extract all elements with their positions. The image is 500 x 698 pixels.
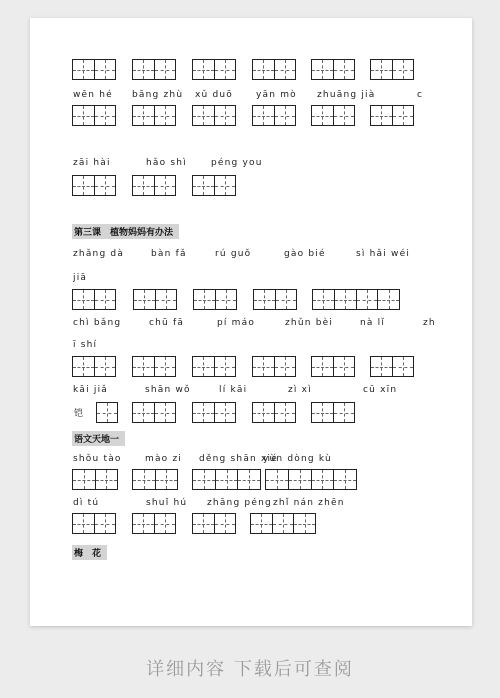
tianzige-cell <box>312 60 333 79</box>
tianzige-cell <box>73 290 94 309</box>
tianzige-cell <box>274 60 296 79</box>
tianzige-writing-box <box>72 175 116 196</box>
tianzige-cell <box>333 60 355 79</box>
tianzige-cell <box>237 470 260 489</box>
tianzige-writing-box <box>192 513 236 534</box>
tianzige-cell <box>154 176 176 195</box>
tianzige-cell <box>133 176 154 195</box>
tianzige-cell <box>73 176 94 195</box>
tianzige-cell <box>154 514 176 533</box>
pinyin-word: zì xì <box>288 385 312 395</box>
tianzige-cell <box>193 106 214 125</box>
pinyin-word: bāng zhù <box>132 90 184 100</box>
tianzige-cell <box>193 60 214 79</box>
pinyin-word: gào bié <box>284 249 326 259</box>
tianzige-cell <box>251 514 272 533</box>
tianzige-writing-box <box>311 356 355 377</box>
tianzige-cell <box>312 106 333 125</box>
tianzige-cell <box>371 60 392 79</box>
tianzige-writing-box <box>311 105 355 126</box>
tianzige-cell <box>94 106 116 125</box>
tianzige-writing-box <box>253 289 297 310</box>
tianzige-writing-box <box>265 469 357 490</box>
tianzige-writing-box <box>132 356 176 377</box>
tianzige-cell <box>266 470 288 489</box>
tianzige-writing-box <box>132 105 176 126</box>
tianzige-cell <box>392 60 414 79</box>
tianzige-cell <box>253 106 274 125</box>
pinyin-word: kāi jiǎ <box>73 385 109 395</box>
tianzige-writing-box <box>312 289 400 310</box>
tianzige-cell <box>73 514 94 533</box>
tianzige-cell <box>333 403 355 422</box>
tianzige-cell <box>133 514 154 533</box>
tianzige-writing-box <box>192 59 236 80</box>
pinyin-word: rú guǒ <box>215 249 252 259</box>
tianzige-writing-box <box>192 105 236 126</box>
pinyin-word: zhǐ nán zhēn <box>273 498 345 508</box>
tianzige-cell <box>193 470 215 489</box>
tianzige-cell <box>154 60 176 79</box>
tianzige-writing-box <box>72 59 116 80</box>
tianzige-cell <box>73 60 94 79</box>
tianzige-cell <box>274 106 296 125</box>
pinyin-word: yùn dòng kù <box>263 454 332 464</box>
pinyin-word: ī shí <box>73 340 98 350</box>
pinyin-word: shuǐ hú <box>146 498 188 508</box>
tianzige-cell <box>333 106 355 125</box>
inline-character: 铠 <box>74 409 84 419</box>
tianzige-cell <box>312 357 333 376</box>
tianzige-writing-box <box>132 402 176 423</box>
tianzige-writing-box <box>250 513 316 534</box>
tianzige-cell <box>193 357 214 376</box>
tianzige-writing-box <box>252 59 296 80</box>
tianzige-writing-box <box>132 175 176 196</box>
tianzige-cell <box>311 470 334 489</box>
tianzige-cell <box>392 106 414 125</box>
tianzige-writing-box <box>252 105 296 126</box>
tianzige-cell <box>254 290 275 309</box>
tianzige-cell <box>155 470 178 489</box>
pinyin-word: mào zi <box>145 454 183 464</box>
tianzige-cell <box>214 403 236 422</box>
pinyin-word: zhāng péng <box>207 498 272 508</box>
section-heading: 第三课 植物妈妈有办法 <box>72 224 179 239</box>
pinyin-word: zhǔn bèi <box>285 318 334 328</box>
tianzige-cell <box>73 106 94 125</box>
tianzige-cell <box>377 290 399 309</box>
tianzige-cell <box>133 106 154 125</box>
tianzige-writing-box <box>132 469 178 490</box>
tianzige-writing-box <box>72 469 118 490</box>
tianzige-cell <box>193 514 214 533</box>
section-heading: 语文天地一 <box>72 431 125 446</box>
tianzige-writing-box <box>192 469 261 490</box>
tianzige-writing-box <box>72 289 116 310</box>
tianzige-cell <box>253 60 274 79</box>
pinyin-word: wēn hé <box>73 90 113 100</box>
tianzige-writing-box <box>311 59 355 80</box>
pinyin-word: děng shān xié <box>199 454 278 464</box>
tianzige-cell <box>133 470 155 489</box>
tianzige-cell <box>97 403 117 422</box>
pinyin-word: péng you <box>211 158 263 168</box>
tianzige-cell <box>274 357 296 376</box>
tianzige-writing-box <box>252 402 296 423</box>
tianzige-writing-box <box>132 59 176 80</box>
tianzige-cell <box>193 176 214 195</box>
tianzige-cell <box>154 106 176 125</box>
pinyin-word: nà lǐ <box>360 318 386 328</box>
tianzige-writing-box <box>311 402 355 423</box>
tianzige-writing-box <box>72 356 116 377</box>
tianzige-cell <box>94 514 116 533</box>
tianzige-cell <box>215 290 237 309</box>
pinyin-word: zhǎng dà <box>73 249 125 259</box>
tianzige-writing-box <box>72 513 116 534</box>
tianzige-cell <box>95 470 118 489</box>
pinyin-word: bàn fǎ <box>151 249 187 259</box>
tianzige-writing-box <box>193 289 237 310</box>
tianzige-cell <box>94 176 116 195</box>
pinyin-word: xǔ duō <box>195 90 234 100</box>
tianzige-writing-box <box>370 356 414 377</box>
tianzige-cell <box>94 60 116 79</box>
pinyin-word: yān mò <box>256 90 297 100</box>
tianzige-cell <box>272 514 294 533</box>
tianzige-cell <box>253 403 274 422</box>
pinyin-word: zāi hài <box>73 158 111 168</box>
tianzige-writing-box <box>72 105 116 126</box>
pinyin-word: zhuāng jià <box>317 90 376 100</box>
tianzige-cell <box>214 357 236 376</box>
tianzige-cell <box>133 357 154 376</box>
document-page <box>30 18 472 626</box>
tianzige-cell <box>371 357 392 376</box>
tianzige-cell <box>214 106 236 125</box>
tianzige-cell <box>133 60 154 79</box>
tianzige-cell <box>293 514 315 533</box>
tianzige-writing-box <box>192 175 236 196</box>
pinyin-word: shān wǒ <box>145 385 191 395</box>
tianzige-writing-box <box>192 402 236 423</box>
tianzige-cell <box>313 290 334 309</box>
tianzige-writing-box <box>192 356 236 377</box>
tianzige-cell <box>154 403 176 422</box>
tianzige-writing-box <box>132 513 176 534</box>
pinyin-word: lí kāi <box>219 385 248 395</box>
tianzige-writing-box <box>252 356 296 377</box>
tianzige-cell <box>194 290 215 309</box>
pinyin-word: cū xīn <box>363 385 398 395</box>
tianzige-writing-box <box>133 289 177 310</box>
tianzige-cell <box>215 470 238 489</box>
pinyin-word: chì bǎng <box>73 318 122 328</box>
tianzige-cell <box>154 357 176 376</box>
tianzige-cell <box>73 357 94 376</box>
tianzige-writing-box <box>370 59 414 80</box>
tianzige-cell <box>133 403 154 422</box>
tianzige-cell <box>94 290 116 309</box>
pinyin-word: zh <box>423 318 436 328</box>
pinyin-word: dì tú <box>73 498 100 508</box>
pinyin-word: c <box>417 90 424 100</box>
tianzige-cell <box>312 403 333 422</box>
pinyin-word: sì hǎi wéi <box>356 249 411 259</box>
tianzige-cell <box>214 514 236 533</box>
tianzige-cell <box>155 290 177 309</box>
tianzige-cell <box>392 357 414 376</box>
tianzige-cell <box>253 357 274 376</box>
tianzige-cell <box>193 403 214 422</box>
tianzige-cell <box>288 470 311 489</box>
tianzige-cell <box>333 470 356 489</box>
tianzige-writing-box <box>96 402 118 423</box>
pinyin-word: pí máo <box>217 318 256 328</box>
pinyin-word: jiā <box>73 273 88 283</box>
tianzige-cell <box>334 290 356 309</box>
tianzige-writing-box <box>370 105 414 126</box>
tianzige-cell <box>275 290 297 309</box>
tianzige-cell <box>333 357 355 376</box>
pinyin-word: shǒu tào <box>73 454 122 464</box>
tianzige-cell <box>214 176 236 195</box>
download-hint: 详细内容 下载后可查阅 <box>146 659 354 680</box>
tianzige-cell <box>356 290 378 309</box>
tianzige-cell <box>73 470 95 489</box>
tianzige-cell <box>134 290 155 309</box>
tianzige-cell <box>214 60 236 79</box>
pinyin-word: hǎo shì <box>146 158 187 168</box>
tianzige-cell <box>94 357 116 376</box>
tianzige-cell <box>371 106 392 125</box>
section-heading: 梅 花 <box>72 545 107 560</box>
tianzige-cell <box>274 403 296 422</box>
pinyin-word: chū fā <box>149 318 185 328</box>
